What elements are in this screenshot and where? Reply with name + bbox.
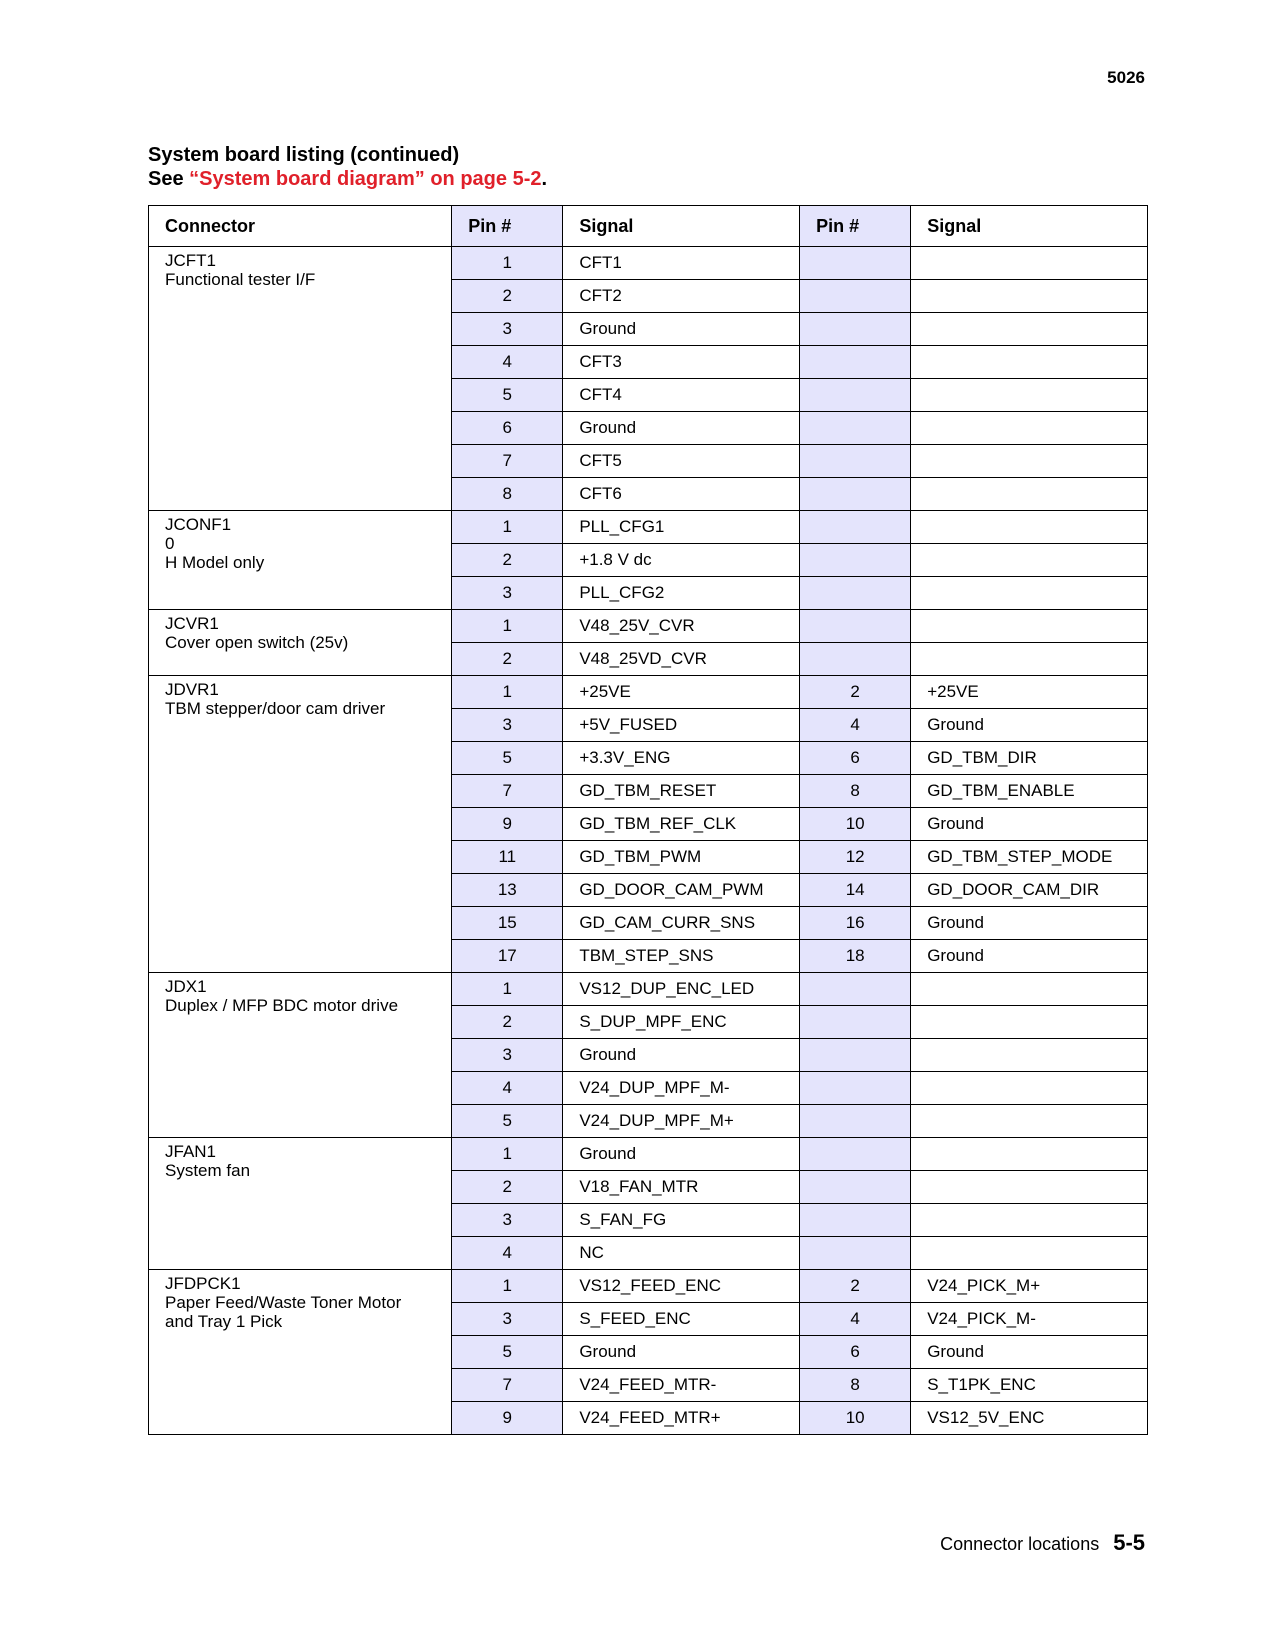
pin-number: 3: [452, 577, 563, 610]
pin-number: 1: [452, 247, 563, 280]
signal-name: GD_TBM_STEP_MODE: [911, 841, 1148, 874]
signal-name: GD_DOOR_CAM_DIR: [911, 874, 1148, 907]
pin-number: [800, 511, 911, 544]
signal-name: V24_FEED_MTR-: [563, 1369, 800, 1402]
pin-number: 15: [452, 907, 563, 940]
signal-name: V24_DUP_MPF_M+: [563, 1105, 800, 1138]
signal-name: V24_DUP_MPF_M-: [563, 1072, 800, 1105]
section-heading: [148, 143, 547, 191]
signal-name: [911, 280, 1148, 313]
pin-number: 4: [452, 346, 563, 379]
pin-number: 4: [800, 1303, 911, 1336]
pin-number: 2: [800, 676, 911, 709]
pin-number: 4: [452, 1237, 563, 1270]
signal-name: S_FAN_FG: [563, 1204, 800, 1237]
column-header-signal: Signal: [563, 206, 800, 247]
signal-name: [911, 1204, 1148, 1237]
signal-name: PLL_CFG1: [563, 511, 800, 544]
signal-name: [911, 313, 1148, 346]
signal-name: [911, 610, 1148, 643]
connector-cell: [149, 1270, 452, 1435]
pin-number: 1: [452, 1270, 563, 1303]
pin-number: [800, 478, 911, 511]
table-row: [149, 1138, 1148, 1171]
pin-number: [800, 1006, 911, 1039]
signal-name: GD_TBM_RESET: [563, 775, 800, 808]
signal-name: GD_TBM_REF_CLK: [563, 808, 800, 841]
signal-name: TBM_STEP_SNS: [563, 940, 800, 973]
pin-number: 2: [452, 1006, 563, 1039]
pin-number: 5: [452, 379, 563, 412]
table-row: [149, 247, 1148, 280]
pin-number: 2: [452, 280, 563, 313]
pin-number: 10: [800, 808, 911, 841]
signal-name: V48_25V_CVR: [563, 610, 800, 643]
signal-name: GD_TBM_PWM: [563, 841, 800, 874]
pin-number: 1: [452, 973, 563, 1006]
diagram-reference-link[interactable]: “System board diagram” on page 5-2: [189, 168, 542, 190]
signal-name: V48_25VD_CVR: [563, 643, 800, 676]
table-row: [149, 1270, 1148, 1303]
pin-number: 2: [800, 1270, 911, 1303]
connector-description: System fan: [165, 1161, 251, 1180]
signal-name: [911, 1138, 1148, 1171]
connector-cell: [149, 973, 452, 1138]
connector-cell: [149, 1138, 452, 1270]
pin-number: [800, 313, 911, 346]
table-row: [149, 973, 1148, 1006]
pin-number: 10: [800, 1402, 911, 1435]
signal-name: [911, 1105, 1148, 1138]
signal-name: CFT4: [563, 379, 800, 412]
signal-name: [911, 1039, 1148, 1072]
pin-number: 8: [800, 775, 911, 808]
column-header-signal: Signal: [911, 206, 1148, 247]
footer-section: Connector locations: [940, 1534, 1100, 1554]
pin-number: 14: [800, 874, 911, 907]
signal-name: [911, 1171, 1148, 1204]
signal-name: [911, 511, 1148, 544]
signal-name: Ground: [911, 940, 1148, 973]
signal-name: Ground: [563, 1039, 800, 1072]
connector-description: Cover open switch (25v): [165, 633, 349, 652]
pin-number: [800, 610, 911, 643]
connector-description: TBM stepper/door cam driver: [165, 699, 386, 718]
signal-name: Ground: [563, 1138, 800, 1171]
connector-cell: [149, 676, 452, 973]
signal-name: [911, 1237, 1148, 1270]
signal-name: [911, 1072, 1148, 1105]
pin-number: 12: [800, 841, 911, 874]
column-header-pin: Pin #: [800, 206, 911, 247]
signal-name: Ground: [911, 1336, 1148, 1369]
connector-name: JCONF1: [165, 515, 232, 534]
signal-name: V24_FEED_MTR+: [563, 1402, 800, 1435]
signal-name: [911, 346, 1148, 379]
pin-number: 17: [452, 940, 563, 973]
pin-number: 18: [800, 940, 911, 973]
connector-description: 0: [165, 534, 175, 553]
pin-number: 5: [452, 1336, 563, 1369]
pin-number: 4: [800, 709, 911, 742]
pin-number: [800, 280, 911, 313]
signal-name: +1.8 V dc: [563, 544, 800, 577]
signal-name: Ground: [563, 412, 800, 445]
pin-number: [800, 973, 911, 1006]
signal-name: S_DUP_MPF_ENC: [563, 1006, 800, 1039]
pin-number: [800, 1072, 911, 1105]
see-suffix: .: [541, 168, 548, 190]
signal-name: [911, 1006, 1148, 1039]
signal-name: Ground: [911, 808, 1148, 841]
pin-number: [800, 577, 911, 610]
signal-name: S_FEED_ENC: [563, 1303, 800, 1336]
pin-number: 6: [800, 742, 911, 775]
see-prefix: See: [148, 168, 190, 190]
page-footer: [940, 1530, 1145, 1556]
connector-name: JFAN1: [165, 1142, 217, 1161]
pin-number: [800, 445, 911, 478]
signal-name: VS12_5V_ENC: [911, 1402, 1148, 1435]
connector-cell: [149, 610, 452, 676]
signal-name: +3.3V_ENG: [563, 742, 800, 775]
signal-name: [911, 577, 1148, 610]
pin-number: 1: [452, 610, 563, 643]
signal-name: GD_TBM_ENABLE: [911, 775, 1148, 808]
signal-name: [911, 643, 1148, 676]
signal-name: [911, 379, 1148, 412]
signal-name: [911, 544, 1148, 577]
pin-number: 7: [452, 775, 563, 808]
pin-number: 6: [452, 412, 563, 445]
pin-number: 3: [452, 1204, 563, 1237]
pin-number: 2: [452, 544, 563, 577]
column-header-pin: Pin #: [452, 206, 563, 247]
pin-number: [800, 643, 911, 676]
table-row: [149, 676, 1148, 709]
signal-name: VS12_FEED_ENC: [563, 1270, 800, 1303]
signal-name: CFT6: [563, 478, 800, 511]
pin-listing-table: [148, 205, 1148, 1435]
signal-name: PLL_CFG2: [563, 577, 800, 610]
pin-number: [800, 1105, 911, 1138]
model-number: 5026: [1107, 68, 1145, 87]
table-row: [149, 610, 1148, 643]
signal-name: NC: [563, 1237, 800, 1270]
pin-number: 3: [452, 313, 563, 346]
pin-number: 13: [452, 874, 563, 907]
pin-number: 5: [452, 1105, 563, 1138]
connector-description: Functional tester I/F: [165, 270, 316, 289]
connector-name: JCFT1: [165, 251, 216, 270]
signal-name: V18_FAN_MTR: [563, 1171, 800, 1204]
pin-number: 5: [452, 742, 563, 775]
pin-number: 9: [452, 808, 563, 841]
heading-see-line: [148, 167, 547, 191]
pin-number: 1: [452, 676, 563, 709]
pin-number: 6: [800, 1336, 911, 1369]
signal-name: Ground: [911, 709, 1148, 742]
pin-number: 2: [452, 1171, 563, 1204]
pin-number: 1: [452, 511, 563, 544]
signal-name: [911, 247, 1148, 280]
signal-name: Ground: [911, 907, 1148, 940]
pin-number: 4: [452, 1072, 563, 1105]
column-header-connector: Connector: [149, 206, 452, 247]
pin-number: 3: [452, 1303, 563, 1336]
pin-number: 3: [452, 1039, 563, 1072]
signal-name: CFT1: [563, 247, 800, 280]
pin-number: [800, 1138, 911, 1171]
pin-number: 9: [452, 1402, 563, 1435]
connector-cell: [149, 511, 452, 610]
signal-name: V24_PICK_M-: [911, 1303, 1148, 1336]
signal-name: [911, 445, 1148, 478]
pin-number: [800, 346, 911, 379]
pin-number: 8: [452, 478, 563, 511]
pin-number: [800, 412, 911, 445]
signal-name: +5V_FUSED: [563, 709, 800, 742]
pin-number: 3: [452, 709, 563, 742]
signal-name: +25VE: [911, 676, 1148, 709]
pin-number: [800, 379, 911, 412]
signal-name: [911, 412, 1148, 445]
signal-name: V24_PICK_M+: [911, 1270, 1148, 1303]
signal-name: S_T1PK_ENC: [911, 1369, 1148, 1402]
table-header-row: [149, 206, 1148, 247]
heading-title: System board listing (continued): [148, 144, 460, 166]
connector-name: JDVR1: [165, 680, 219, 699]
pin-number: [800, 247, 911, 280]
pin-number: [800, 544, 911, 577]
table-row: [149, 511, 1148, 544]
connector-name: JCVR1: [165, 614, 219, 633]
signal-name: [911, 478, 1148, 511]
signal-name: [911, 973, 1148, 1006]
pin-number: 2: [452, 643, 563, 676]
signal-name: CFT3: [563, 346, 800, 379]
signal-name: Ground: [563, 313, 800, 346]
signal-name: GD_DOOR_CAM_PWM: [563, 874, 800, 907]
signal-name: Ground: [563, 1336, 800, 1369]
pin-number: [800, 1204, 911, 1237]
signal-name: CFT5: [563, 445, 800, 478]
signal-name: CFT2: [563, 280, 800, 313]
pin-number: 11: [452, 841, 563, 874]
pin-number: 7: [452, 445, 563, 478]
pin-number: [800, 1039, 911, 1072]
pin-number: [800, 1171, 911, 1204]
signal-name: GD_CAM_CURR_SNS: [563, 907, 800, 940]
connector-description: Paper Feed/Waste Toner Motor: [165, 1293, 402, 1312]
signal-name: GD_TBM_DIR: [911, 742, 1148, 775]
pin-number: [800, 1237, 911, 1270]
signal-name: VS12_DUP_ENC_LED: [563, 973, 800, 1006]
signal-name: +25VE: [563, 676, 800, 709]
page-number: 5-5: [1113, 1530, 1145, 1555]
pin-number: 1: [452, 1138, 563, 1171]
connector-description: Duplex / MFP BDC motor drive: [165, 996, 399, 1015]
connector-name: JFDPCK1: [165, 1274, 241, 1293]
connector-cell: [149, 247, 452, 511]
connector-description: and Tray 1 Pick: [165, 1312, 283, 1331]
pin-number: 8: [800, 1369, 911, 1402]
connector-description: H Model only: [165, 553, 265, 572]
table-body: [149, 247, 1148, 1435]
pin-number: 7: [452, 1369, 563, 1402]
connector-name: JDX1: [165, 977, 207, 996]
pin-number: 16: [800, 907, 911, 940]
